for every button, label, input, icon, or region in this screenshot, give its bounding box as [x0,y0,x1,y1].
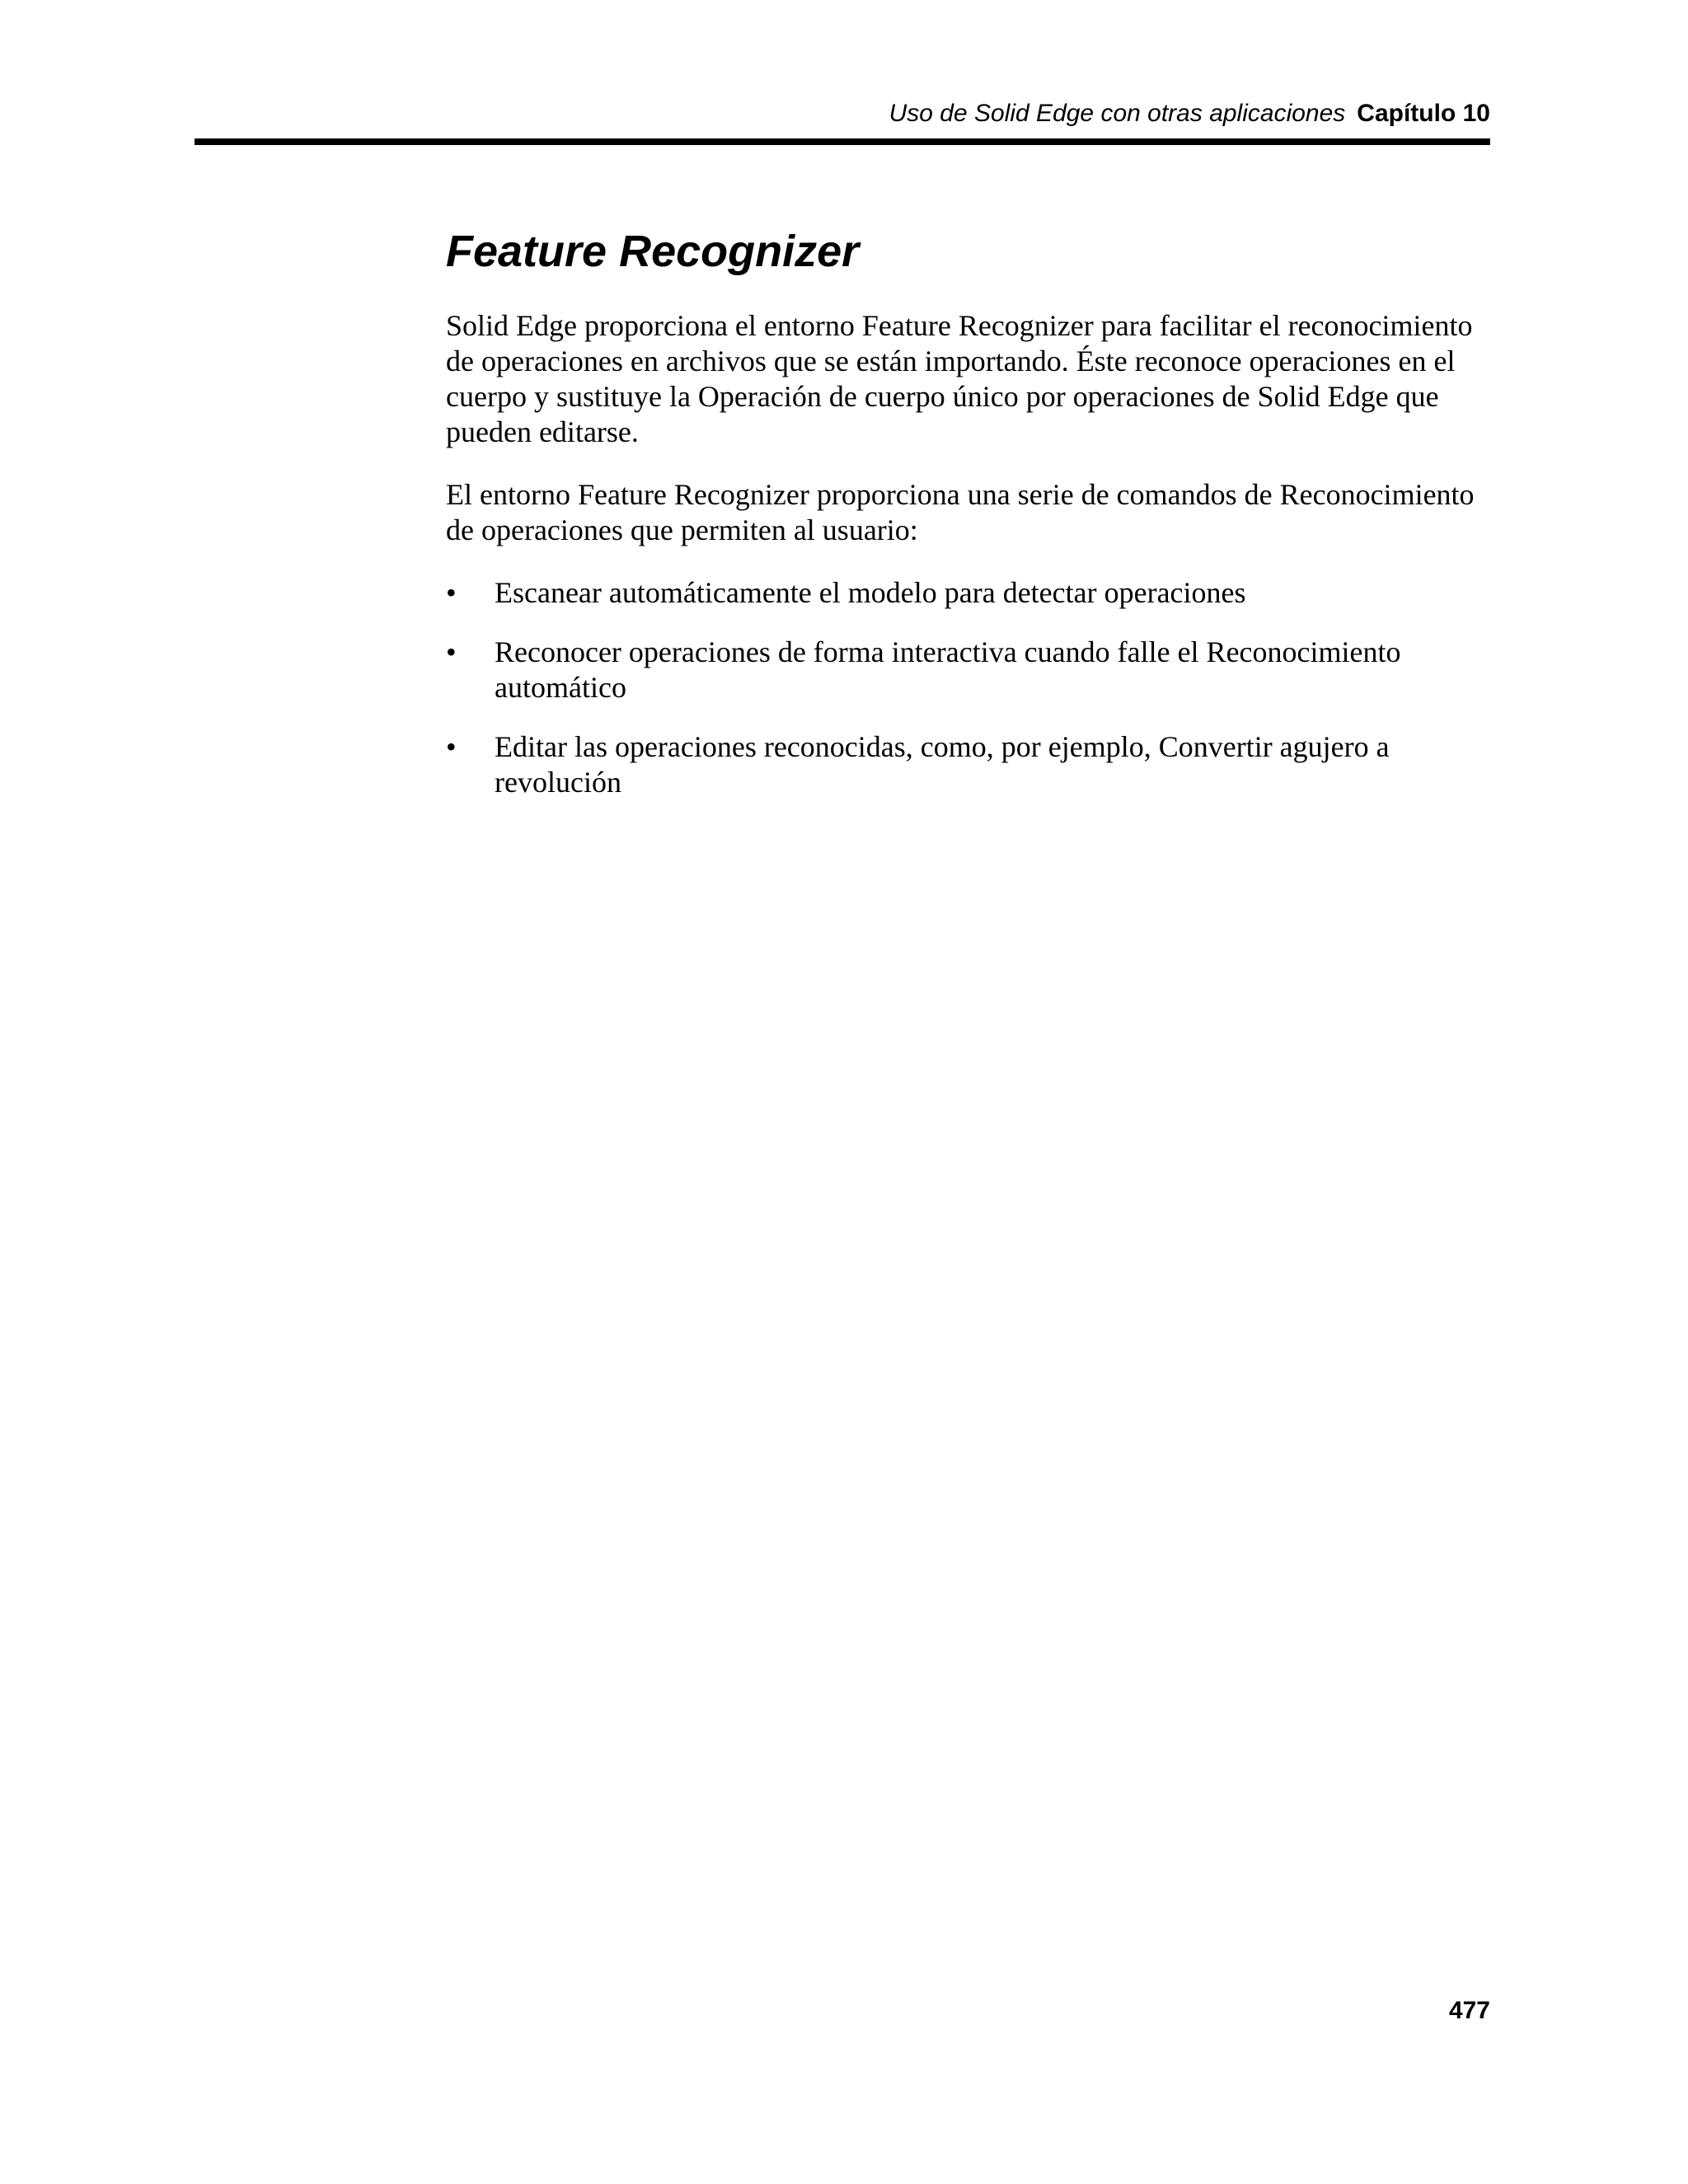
page-content [446,223,1490,824]
bullet-icon: • [446,576,457,609]
header-section-title: Uso de Solid Edge con otras aplicaciones [889,100,1346,127]
running-header [195,97,1490,130]
list-item-text: Editar las operaciones reconocidas, como, por ejemplo, Convertir agujero a revolución [495,730,1390,799]
commands-paragraph: El entorno Feature Recognizer proporciona una serie de comandos de Reconocimiento de operaciones que permiten al usuario: [446,478,1475,546]
header-chapter-label: Capítulo 10 [1357,100,1490,127]
bullet-icon: • [446,730,457,763]
intro-paragraph: Solid Edge proporciona el entorno Feature Recognizer para facilitar el reconocimiento de operaciones en archivos que se están importando. Éste reconoce operaciones en el cuerpo y sustituye la Operación de cuerpo único por operaciones de Solid Edge que pueden editarse. [446,309,1473,448]
header-divider [195,138,1490,145]
list-item-text: Reconocer operaciones de forma interactiva cuando falle el Reconocimiento automático [495,635,1401,704]
capabilities-list [446,575,1490,800]
bullet-icon: • [446,635,457,668]
list-item [446,729,1467,800]
list-item [446,575,1467,611]
list-item-text: Escanear automáticamente el modelo para detectar operaciones [495,576,1246,609]
section-heading: Feature Recognizer [446,227,860,276]
page-number: 477 [1448,1997,1490,2024]
list-item [446,635,1467,705]
